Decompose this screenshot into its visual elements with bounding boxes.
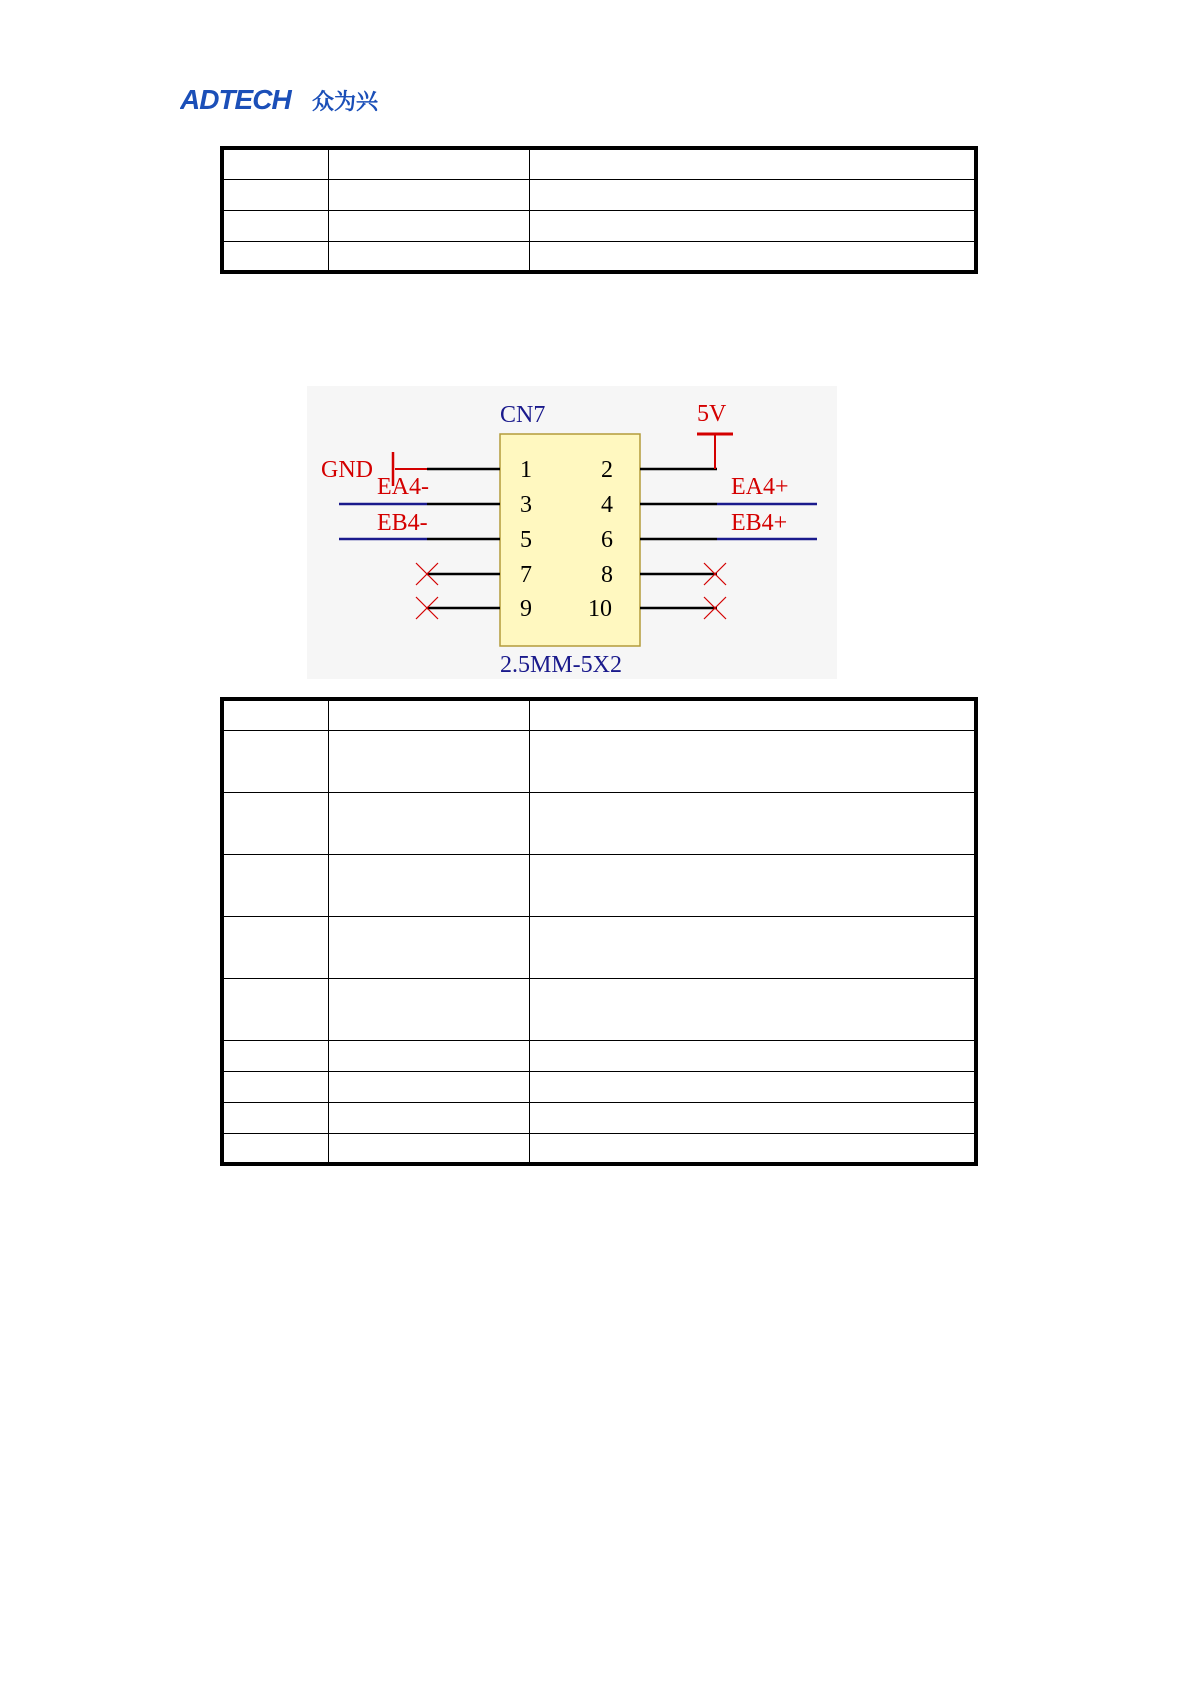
- pin-number: 10: [588, 596, 612, 622]
- gnd-label: GND: [321, 457, 373, 483]
- table-row: [222, 1040, 976, 1071]
- pin-number: 6: [601, 527, 613, 553]
- table-row: [222, 148, 976, 179]
- table-row: [222, 179, 976, 210]
- svg-text:ADTECH: ADTECH: [180, 84, 291, 114]
- table-row: [222, 978, 976, 1040]
- connector-schematic: [307, 386, 837, 679]
- pin-number: 9: [520, 596, 532, 622]
- adtech-logo-icon: [180, 84, 380, 114]
- table-row: [222, 1071, 976, 1102]
- pin-table-top: [220, 146, 978, 274]
- table-row: [222, 241, 976, 272]
- net-label-eb4-minus: EB4-: [377, 510, 428, 536]
- table-row: [222, 916, 976, 978]
- connector-part-label: 2.5MM-5X2: [500, 652, 623, 678]
- table-row: [222, 1133, 976, 1164]
- pin-number: 7: [520, 562, 532, 588]
- table-row: [222, 210, 976, 241]
- connector-ref-label: CN7: [500, 402, 546, 428]
- pin-number: 5: [520, 527, 532, 553]
- table-row: [222, 699, 976, 730]
- net-label-ea4-plus: EA4+: [731, 474, 789, 500]
- net-label-eb4-plus: EB4+: [731, 510, 788, 536]
- company-logo: [180, 84, 380, 114]
- svg-text:众为兴: 众为兴: [312, 90, 379, 114]
- table-row: [222, 854, 976, 916]
- pin-number: 1: [520, 457, 532, 483]
- table-row: [222, 1102, 976, 1133]
- pin-table-bottom: [220, 697, 978, 1166]
- pin-number: 2: [601, 457, 613, 483]
- pin-number: 3: [520, 492, 532, 518]
- power-label: 5V: [697, 401, 727, 427]
- table-row: [222, 730, 976, 792]
- net-label-ea4-minus: EA4-: [377, 474, 429, 500]
- table-row: [222, 792, 976, 854]
- pin-number: 4: [601, 492, 613, 518]
- pin-number: 8: [601, 562, 613, 588]
